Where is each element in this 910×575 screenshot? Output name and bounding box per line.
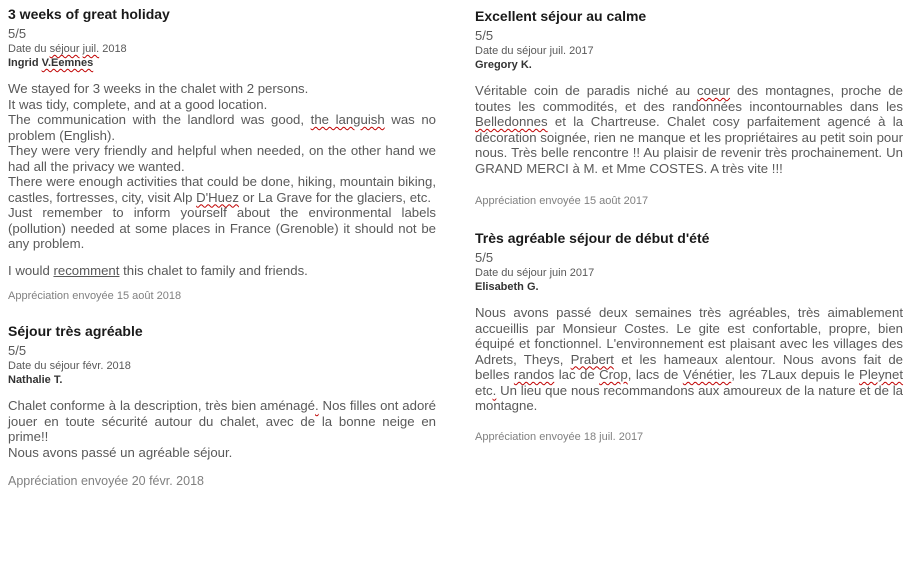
review-score: 5/5 bbox=[8, 343, 27, 358]
text-fragment: There were enough activities that could be done, hiking, mountain biking, castles, fortresses, city, visit Alp bbox=[8, 174, 436, 205]
review-body bbox=[8, 398, 436, 460]
review-body bbox=[475, 83, 903, 176]
review-sent-date: Appréciation envoyée 18 juil. 2017 bbox=[475, 430, 644, 443]
review-stay-date: Date du séjour juin 2017 bbox=[475, 267, 595, 279]
review-author: Elisabeth G. bbox=[475, 281, 539, 293]
spell-flag-word: V.Eemnes bbox=[41, 57, 94, 69]
stay-label: Date du bbox=[8, 43, 47, 55]
review-score: 5/5 bbox=[475, 250, 494, 265]
review-line: We stayed for 3 weeks in the chalet with 2 persons. bbox=[8, 81, 309, 96]
author-first: Ingrid bbox=[8, 57, 39, 69]
review-sent-date: Appréciation envoyée 15 août 2017 bbox=[475, 195, 649, 207]
text-fragment: et la Chartreuse. Chalet cosy parfaitement agencé à la décoration soignée, rien ne manque et les propriétaires au petit soin pour nous. Très belle rencontre !! Au plaisir de revenir très prochainement. Un GRAND MERCI à M. et Mme COSTES. A très vite !!! bbox=[475, 114, 903, 176]
review-score: 5/5 bbox=[475, 28, 494, 43]
review-card bbox=[475, 230, 903, 444]
text-fragment: Chalet conforme à la description, très bien aménagé bbox=[8, 398, 316, 413]
spell-flag-word: the languish bbox=[310, 112, 385, 127]
review-card bbox=[8, 323, 436, 489]
spell-flag-word: Pleynet bbox=[859, 367, 904, 382]
review-title: Très agréable séjour de début d'été bbox=[475, 230, 710, 246]
spell-flag-word: randos bbox=[513, 367, 555, 382]
review-line: They were very friendly and helpful when needed, on the other hand we had all the privacy we wanted. bbox=[8, 143, 436, 174]
spell-flag-word: coeur bbox=[697, 83, 731, 98]
text-fragment: Un lieu que nous recommandons aux amoureux de la nature et de la montagne. bbox=[475, 382, 903, 413]
text-fragment: Nous avons passé deux semaines très agréables, très aimablement accueillis par Monsieur Costes. Le gite est confortable, propre, bien équipé et fonctionnel. L'environnement est plaisant avec les villages des Adrets, Theys, bbox=[475, 305, 903, 367]
text-fragment: etc bbox=[475, 382, 493, 398]
spell-flag-word: Belledonnes bbox=[475, 114, 548, 129]
review-author: Nathalie T. bbox=[8, 374, 63, 386]
review-body bbox=[475, 305, 903, 414]
text-fragment: Nos filles ont adoré jouer en toute sécurité autour du chalet, avec de la bonne neige en prime!! bbox=[8, 398, 436, 444]
text-fragment: Nous avons passé un agréable séjour. bbox=[8, 444, 233, 460]
review-sent-date: Appréciation envoyée 20 févr. 2018 bbox=[8, 474, 204, 488]
text-fragment: , lacs de bbox=[627, 367, 679, 382]
spell-flag-word: D'Huez bbox=[196, 189, 239, 205]
text-fragment: was no problem (English). bbox=[8, 112, 436, 143]
review-body bbox=[8, 81, 436, 252]
text-fragment: or La Grave for the glaciers, etc. bbox=[242, 189, 431, 205]
right-column bbox=[475, 0, 903, 444]
spell-flag-word: . bbox=[315, 398, 319, 413]
spell-flag-word: recomment bbox=[53, 262, 120, 278]
spell-flag-word: juil. bbox=[82, 43, 100, 55]
text-fragment: I would bbox=[8, 262, 50, 278]
text-fragment: et les hameaux alentour. Nous avons fait de belles bbox=[475, 351, 904, 382]
spell-flag-word: Prabert bbox=[570, 351, 614, 367]
text-fragment: , les 7Laux depuis le bbox=[731, 367, 855, 382]
review-stay-date bbox=[8, 42, 436, 56]
spell-flag-word: Vénétier bbox=[682, 367, 732, 382]
spell-flag-word: séjour bbox=[49, 43, 80, 55]
review-line: Just remember to inform yourself about the environmental labels (pollution) needed at some places in France (Grenoble) it should not be any problem. bbox=[8, 205, 436, 251]
review-body bbox=[8, 263, 436, 279]
stay-year: 2018 bbox=[102, 43, 127, 55]
review-title: Excellent séjour au calme bbox=[475, 8, 647, 24]
review-sent-date: Appréciation envoyée 15 août 2018 bbox=[8, 290, 182, 302]
review-score: 5/5 bbox=[8, 26, 27, 41]
review-title: 3 weeks of great holiday bbox=[8, 6, 170, 22]
text-fragment: this chalet to family and friends. bbox=[123, 262, 308, 278]
review-author bbox=[8, 56, 436, 70]
left-column bbox=[8, 0, 436, 489]
spell-flag-word: Crop bbox=[599, 367, 628, 382]
review-stay-date: Date du séjour févr. 2018 bbox=[8, 360, 131, 372]
review-card bbox=[475, 8, 903, 208]
text-fragment: Véritable coin de paradis niché au bbox=[475, 83, 691, 98]
text-fragment: des montagnes, proche de toutes les commodités, et des randonnées incontournables dans les bbox=[475, 83, 903, 114]
review-line: It was tidy, complete, and at a good location. bbox=[8, 96, 268, 112]
review-card bbox=[8, 6, 436, 303]
review-title: Séjour très agréable bbox=[8, 323, 143, 339]
text-fragment: lac de bbox=[558, 367, 595, 382]
review-line bbox=[8, 112, 436, 143]
review-stay-date: Date du séjour juil. 2017 bbox=[475, 45, 594, 57]
spell-flag-word: . bbox=[492, 382, 497, 398]
review-line bbox=[8, 174, 436, 205]
text-fragment: The communication with the landlord was good, bbox=[8, 112, 305, 127]
review-author: Gregory K. bbox=[475, 59, 532, 71]
